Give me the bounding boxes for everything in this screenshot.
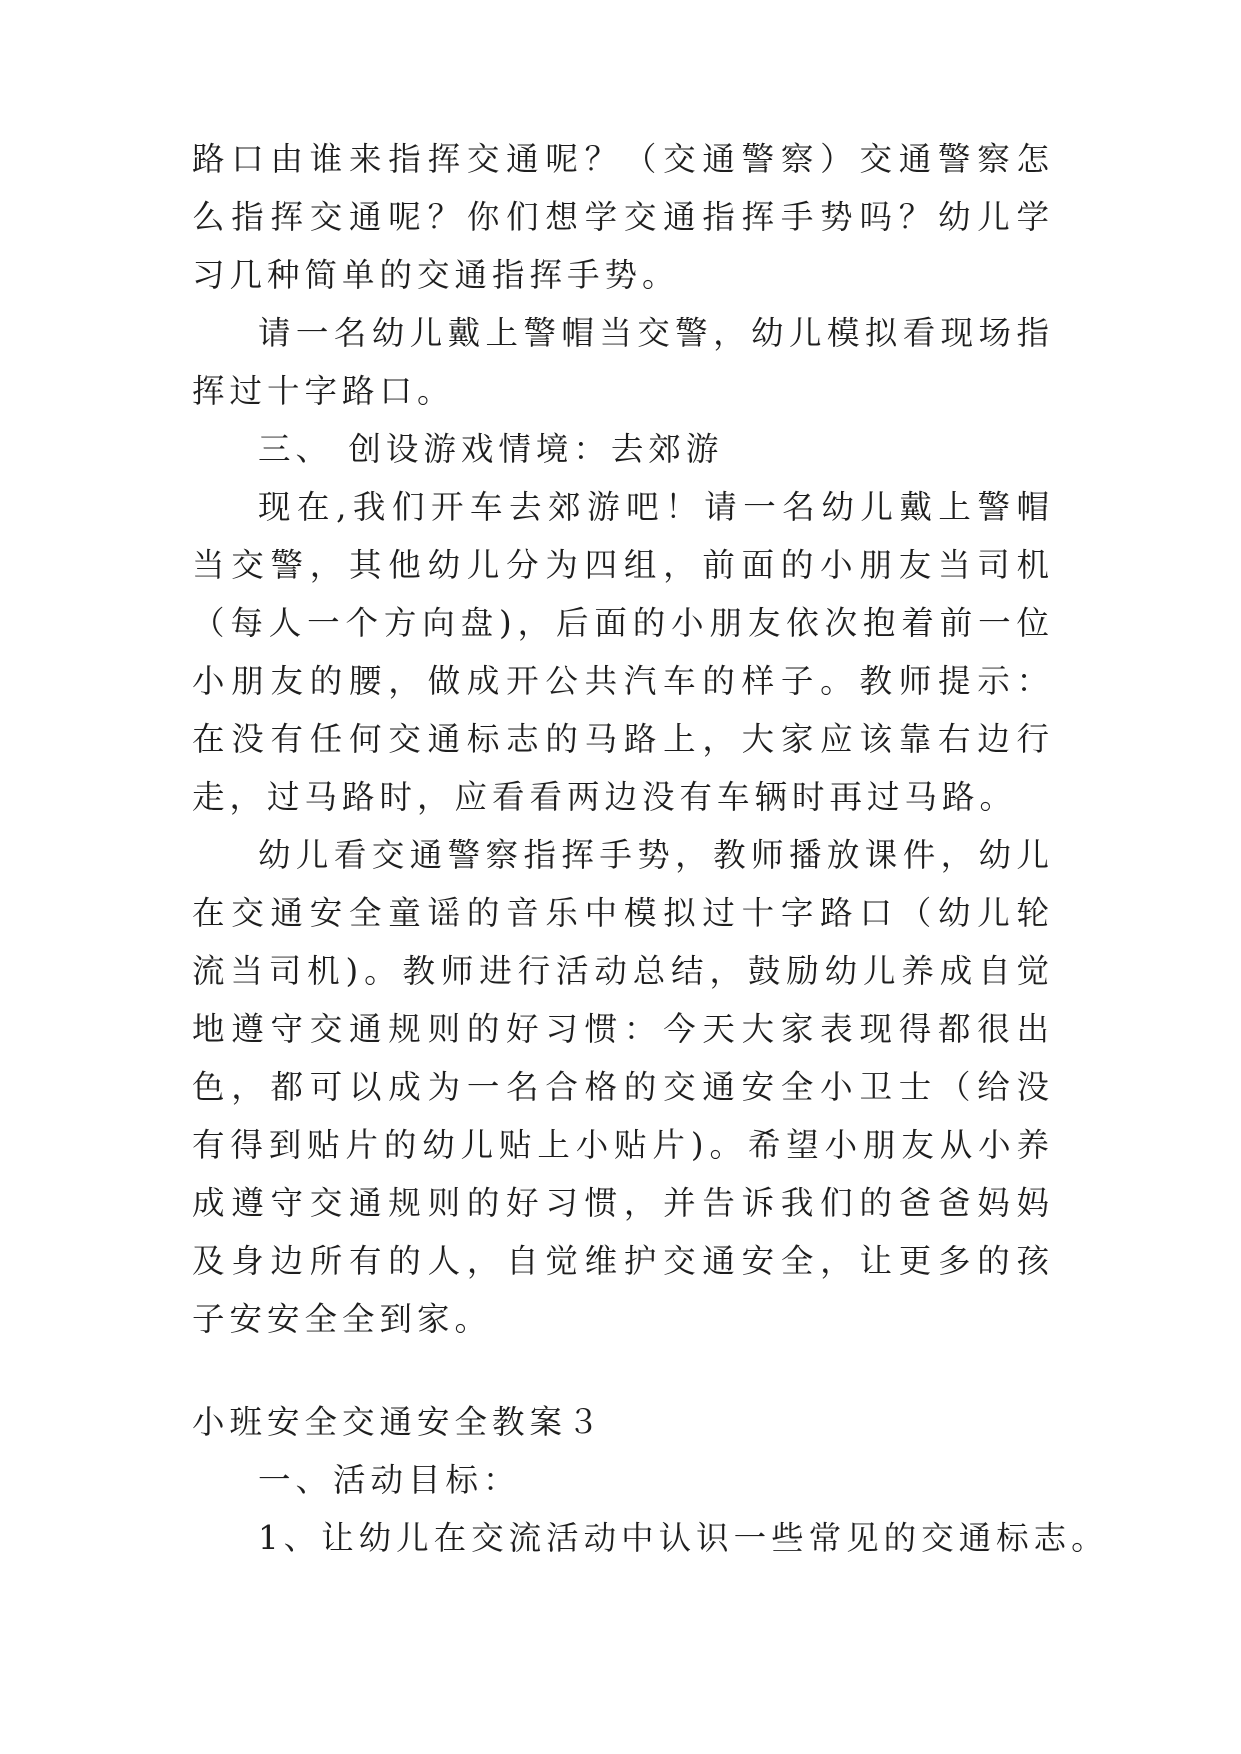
section-title: 小班安全交通安全教案３ bbox=[192, 1403, 605, 1441]
body-text-block-2 bbox=[192, 1451, 1109, 1567]
paragraph-activity-summary: 幼儿看交通警察指挥手势，教师播放课件，幼儿在交通安全童谣的音乐中模拟过十字路口（幼儿轮流当司机)。教师进行活动总结，鼓励幼儿养成自觉地遵守交通规则的好习惯：今天大家表现得都很出色，都可以成为一名合格的交通安全小卫士（给没有得到贴片的幼儿贴上小贴片)。希望小朋友从小养成遵守交通规则的好习惯，并告诉我们的爸爸妈妈及身边所有的人，自觉维护交通安全，让更多的孩子安安全全到家。 bbox=[192, 836, 1054, 1338]
paragraph-traffic-police-question: 路口由谁来指挥交通呢？（交通警察）交通警察怎么指挥交通呢？你们想学交通指挥手势吗？幼儿学习几种简单的交通指挥手势。 bbox=[192, 140, 1054, 294]
step-three-heading: 三、 创设游戏情境：去郊游 bbox=[258, 430, 724, 468]
paragraph-outing-game: 现在,我们开车去郊游吧！请一名幼儿戴上警帽当交警，其他幼儿分为四组，前面的小朋友当司机（每人一个方向盘)，后面的小朋友依次抱着前一位小朋友的腰，做成开公共汽车的样子。教师提示：在没有任何交通标志的马路上，大家应该靠右边行走，过马路时，应看看两边没有车辆时再过马路。 bbox=[192, 488, 1054, 816]
body-text-block-1 bbox=[192, 130, 1054, 1348]
goal-item-1: 1、让幼儿在交流活动中认识一些常见的交通标志。 bbox=[258, 1519, 1109, 1557]
paragraph-child-as-police: 请一名幼儿戴上警帽当交警，幼儿模拟看现场指挥过十字路口。 bbox=[192, 314, 1054, 410]
activity-goals-heading: 一、活动目标： bbox=[258, 1461, 521, 1499]
